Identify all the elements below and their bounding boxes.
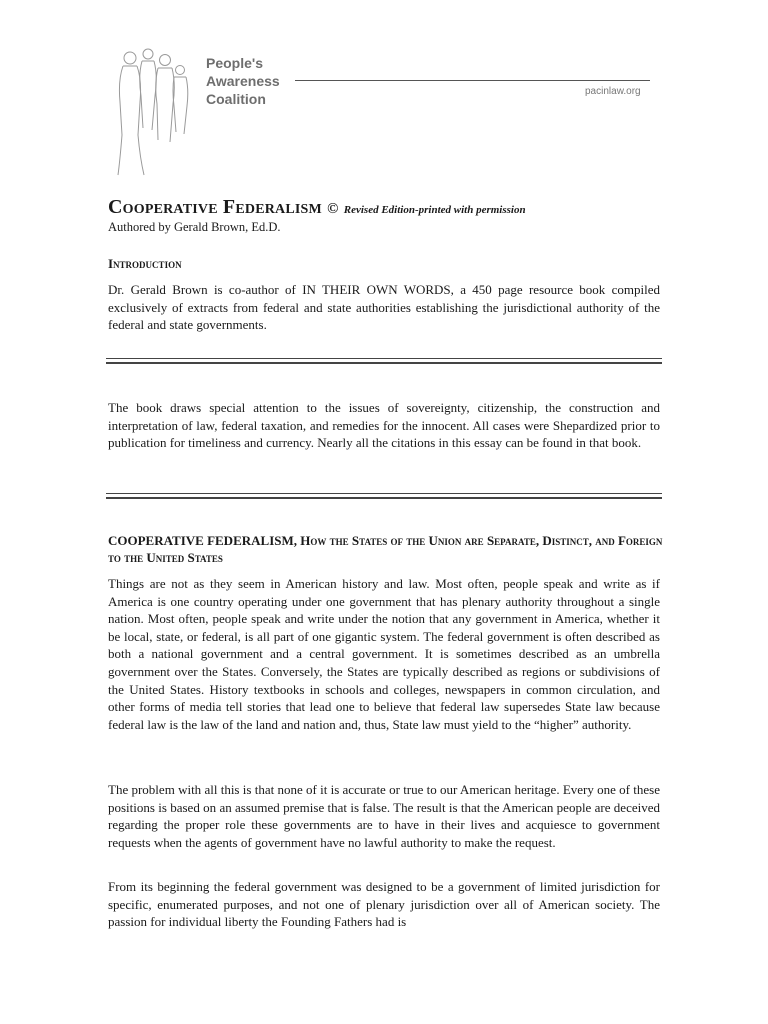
edition-note: Revised Edition-printed with permission — [343, 204, 526, 216]
intro-paragraph-2: The book draws special attention to the issues of sovereignty, citizenship, the construction and interpretation of law, federal taxation, and remedies for the innocent. All cases were Shepardized prior to publication for timeliness and currency. Nearly all the citations in this essay can be found in that book. — [108, 400, 660, 451]
document-title — [108, 196, 526, 219]
body-paragraph-1: Things are not as they seem in American history and law. Most often, people speak and write as if America is one country operating under one government that has plenary authority throughout a single nation. Most often, people speak and write under the notion that any government in America, whether it be local, state, or federal, is all part of one gigantic system. The federal government is often described as both a national government and a central government. It is sometimes described as an umbrella government over the States. Conversely, the States are typically described as regions or subdivisions of the United States. History textbooks in schools and colleges, newspapers in common circulation, and other forms of media tell stories that lead one to believe that federal law supersedes State law because federal law is the law of the land and nation and, thus, State law must yield to the “higher” authority. — [108, 576, 660, 732]
author-line: Authored by Gerald Brown, Ed.D. — [108, 220, 281, 234]
body-paragraph-2: The problem with all this is that none of it is accurate or true to our American heritage. Every one of these positions is based on an assumed premise that is false. The result is that the American people are deceived regarding the proper role these governments are to have in their lives and acquiesce to government requests when the agents of government have no lawful authority to make the request. — [108, 782, 660, 850]
title-main: Cooperative Federalism — [108, 196, 322, 218]
people-silhouettes-icon — [110, 40, 190, 180]
header-divider — [295, 80, 650, 81]
section-heading-lead: COOPERATIVE FEDERALISM, — [108, 533, 298, 548]
introduction-heading: Introduction — [108, 256, 182, 271]
intro-paragraph-1: Dr. Gerald Brown is co-author of IN THEIR OWN WORDS, a 450 page resource book compiled exclusively of extracts from federal and state authorities establishing the jurisdictional authority of the federal and state governments. — [108, 282, 660, 333]
org-name-line-2: Awareness — [206, 73, 280, 89]
section-heading — [108, 532, 668, 566]
section-heading-rest: How the States of the Union are Separate, Distinct, and Foreign to the United States — [108, 533, 663, 565]
copyright-symbol: © — [327, 201, 339, 217]
body-paragraph-3: From its beginning the federal government was designed to be a government of limited jurisdiction for specific, enumerated purposes, and not one of plenary jurisdiction over all of American society. The passion for individual liberty the Founding Fathers had is — [108, 879, 660, 930]
organization-name — [206, 54, 280, 108]
section-divider-2 — [106, 493, 662, 499]
org-name-line-1: People's — [206, 55, 264, 71]
website-url[interactable]: pacinlaw.org — [585, 86, 641, 97]
org-name-line-3: Coalition — [206, 91, 266, 107]
section-divider-1 — [106, 358, 662, 364]
